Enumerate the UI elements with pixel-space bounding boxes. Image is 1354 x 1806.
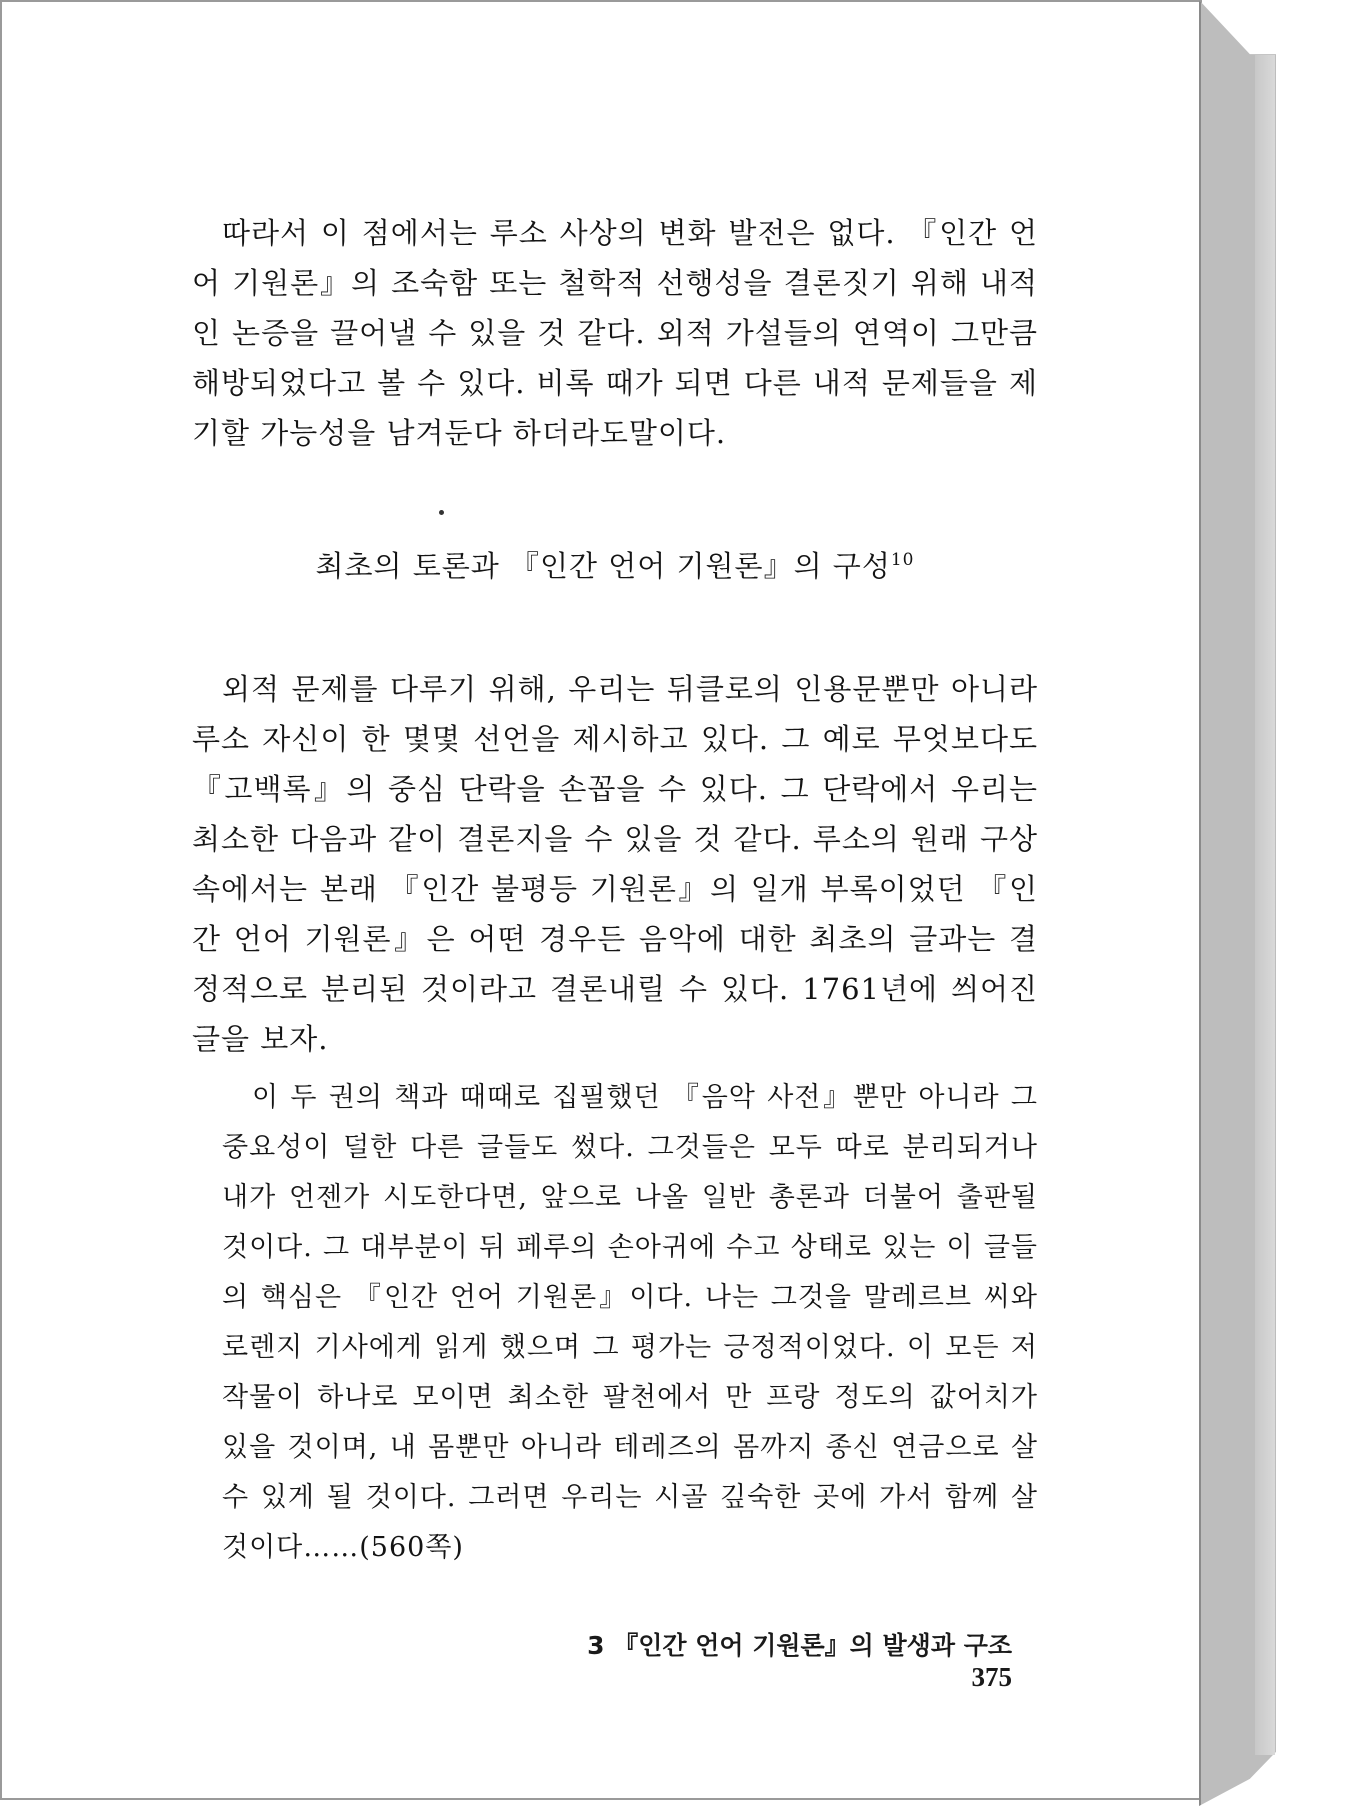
page-footer xyxy=(542,1626,1012,1693)
body-paragraph: 외적 문제를 다루기 위해, 우리는 뒤클로의 인용문뿐만 아니라 루소 자신이 한 몇몇 선언을 제시하고 있다. 그 예로 무엇보다도 『고백록』의 중심 단락을 손꼽을 수 있다. 그 단락에서 우리는 최소한 다음과 같이 결론지을 수 있을 것 같다. 루소의 원래 구상 속에서는 본래 『인간 불평등 기원론』의 일개 부록이었던 『인간 언어 기원론』은 어떤 경우든 음악에 대한 최초의 글과는 결정적으로 분리된 것이라고 결론내릴 수 있다. 1761년에 씌어진 글을 보자. xyxy=(192,672,1038,1056)
footnote-marker: 10 xyxy=(890,550,915,570)
running-head: 3 『인간 언어 기원론』의 발생과 구조 xyxy=(587,1631,1012,1660)
ink-dot xyxy=(439,510,444,515)
page-number: 375 xyxy=(971,1662,1012,1692)
section-heading-text: 최초의 토론과 『인간 언어 기원론』의 구성 xyxy=(315,549,891,583)
section-heading xyxy=(192,538,1038,588)
block-quote: 이 두 권의 책과 때때로 집필했던 『음악 사전』뿐만 아니라 그 중요성이 덜한 다른 글들도 썼다. 그것들은 모두 따로 분리되거나 내가 언젠가 시도한다면, 앞으로 나올 일반 총론과 더불어 출판될 것이다. 그 대부분이 뒤 페루의 손아귀에 수고 상태로 있는 이 글들의 핵심은 『인간 언어 기원론』이다. 나는 그것을 말레르브 씨와 로렌지 기사에게 읽게 했으며 그 평가는 긍정적이었다. 이 모든 저작물이 하나로 모이면 최소한 팔천에서 만 프랑 정도의 값어치가 있을 것이며, 내 몸뿐만 아니라 테레즈의 몸까지 종신 연금으로 살 수 있게 될 것이다. 그러면 우리는 시골 깊숙한 곳에 가서 함께 살 것이다……(560쪽) xyxy=(222,1082,1038,1563)
book-edge-shade xyxy=(1255,55,1275,1755)
body-paragraph: 따라서 이 점에서는 루소 사상의 변화 발전은 없다. 『인간 언어 기원론』의 조숙함 또는 철학적 선행성을 결론짓기 위해 내적인 논증을 끌어낼 수 있을 것 같다. 외적 가설들의 연역이 그만큼 해방되었다고 볼 수 있다. 비록 때가 되면 다른 내적 문제들을 제기할 가능성을 남겨둔다 하더라도말이다. xyxy=(192,216,1038,450)
